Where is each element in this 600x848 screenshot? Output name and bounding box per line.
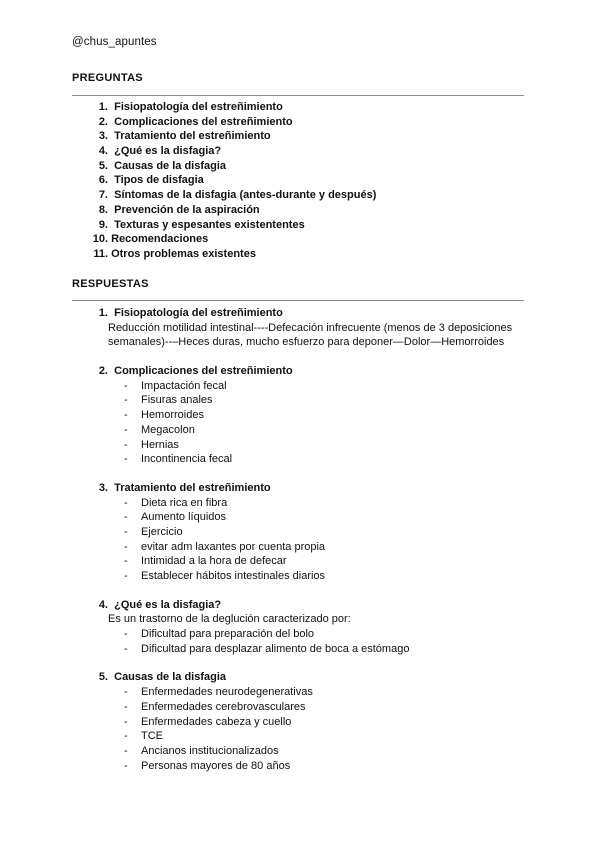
list-item: - Hernias <box>124 438 179 451</box>
answer-list <box>72 496 532 584</box>
question-item: 9. Texturas y espesantes existententes <box>98 218 305 231</box>
answer-title: 1. Fisiopatología del estreñimiento <box>98 307 283 319</box>
list-item: - Dificultad para preparación del bolo <box>124 628 315 641</box>
list-item: - Aumento líquidos <box>124 511 226 524</box>
list-item: - Hemorroides <box>124 409 204 422</box>
questions-list <box>72 100 376 262</box>
answer-block <box>72 364 532 467</box>
list-item: - Enfermedades cabeza y cuello <box>124 715 292 728</box>
question-item: 6. Tipos de disfagia <box>98 174 204 187</box>
list-item: - Dieta rica en fibra <box>124 496 228 509</box>
list-item: - Ejercicio <box>124 525 183 538</box>
list-item: - Establecer hábitos intestinales diarios <box>124 570 326 583</box>
answer-title: 3. Tratamiento del estreñimiento <box>98 481 271 494</box>
list-item: - Fisuras anales <box>124 394 213 407</box>
list-item: - Ancianos institucionalizados <box>124 744 279 757</box>
question-item: 5. Causas de la disfagia <box>98 159 227 172</box>
answer-block <box>72 670 532 773</box>
answer-block <box>72 598 532 657</box>
list-item: - Intimidad a la hora de defecar <box>124 555 287 568</box>
answer-title: 4. ¿Qué es la disfagia? <box>98 598 222 611</box>
question-item: 3. Tratamiento del estreñimiento <box>98 130 271 143</box>
question-item: 8. Prevención de la aspiración <box>98 203 260 216</box>
answers-section <box>72 306 532 787</box>
question-item: 2. Complicaciones del estreñimiento <box>98 115 293 128</box>
answers-heading: RESPUESTAS <box>72 278 149 290</box>
questions-divider <box>72 95 524 96</box>
list-item: - Megacolon <box>124 423 195 436</box>
list-item: - Personas mayores de 80 años <box>124 759 291 772</box>
answer-title: 2. Complicaciones del estreñimiento <box>98 365 293 378</box>
answer-list <box>72 685 532 773</box>
question-item: 7. Síntomas de la disfagia (antes-durante y después) <box>98 189 377 202</box>
list-item: - TCE <box>124 730 163 743</box>
list-item: - Impactación fecal <box>124 379 227 392</box>
list-item: - Enfermedades neurodegenerativas <box>124 686 313 699</box>
answer-block <box>72 481 532 584</box>
answers-divider <box>72 300 524 301</box>
list-item: - Enfermedades cerebrovasculares <box>124 700 306 713</box>
answer-block <box>72 306 532 350</box>
answer-list <box>72 627 532 656</box>
answer-list <box>72 379 532 467</box>
questions-heading: PREGUNTAS <box>72 72 143 84</box>
list-item: - Dificultad para desplazar alimento de boca a estómago <box>124 642 410 655</box>
answer-title: 5. Causas de la disfagia <box>98 671 227 684</box>
question-item: 1. Fisiopatología del estreñimiento <box>98 101 283 113</box>
answer-text: Es un trastorno de la deglución caracterizado por: <box>108 613 351 626</box>
author-handle: @chus_apuntes <box>72 36 157 48</box>
answer-text: Reducción motilidad intestinal----Defecación infrecuente (menos de 3 deposiciones semanales)--–Heces duras, mucho esfuerzo para deponer—Dolor—Hemorroides <box>108 321 513 349</box>
question-item: 11. Otros problemas existentes <box>93 247 256 260</box>
question-item: 10. Recomendaciones <box>92 233 209 246</box>
list-item: - evitar adm laxantes por cuenta propia <box>124 540 326 553</box>
list-item: - Incontinencia fecal <box>124 453 233 466</box>
question-item: 4. ¿Qué es la disfagia? <box>98 145 222 158</box>
